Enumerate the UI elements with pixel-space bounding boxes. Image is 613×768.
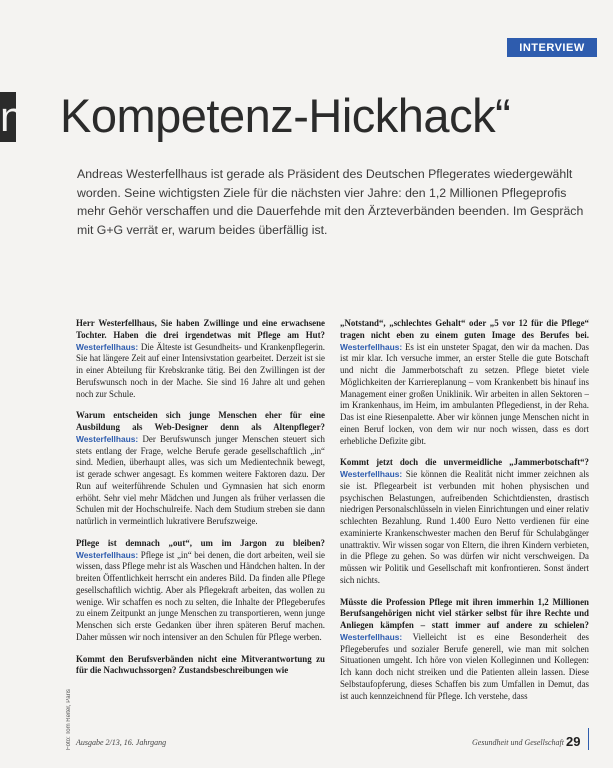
issue-info: Ausgabe 2/13, 16. Jahrgang: [76, 738, 167, 747]
text-column-left: [76, 318, 325, 677]
text-column-right: [340, 318, 589, 702]
answer: Pflege ist „in“ bei denen, die dort arbeiten, weil sie wissen, dass Pflege mehr ist als Waschen und Händchen halten. In der breiten Öffentlichkeit herrscht ein anderes Bild. Da finden alle Pflege gesellschaftlich wichtig. Aber als Pflegekraft arbeiten, das wollen zu wenige. Wir schaffen es noch zu selten, die Inhalte der Pflegeberufes zu einem Zeitpunkt an junge Menschen zu transportieren, wenn junge Menschen sich erste Gedanken über ihren späteren Beruf machen. Daher müssen wir noch intensiver an den Schulen für Pflege werben.: [76, 549, 325, 642]
question: „Notstand“, „schlechtes Gehalt“ oder „5 vor 12 für die Pflege“ tragen nicht eben zu einem guten Image des Berufes bei.: [340, 318, 589, 340]
qa-block: [76, 538, 325, 644]
answer: Die Älteste ist Gesundheits- und Krankenpflegerin. Sie hat längere Zeit auf einer Intensivstation gearbeitet. Derzeit ist sie in einer Abteilung für Krebskranke tätig. Bei den Zwillingen ist der Berufswunsch noch in der Mache. Sie sind 16 Jahre alt und gehen noch zur Schule.: [76, 341, 326, 399]
answer: Der Berufswunsch junger Menschen steuert sich stets entlang der Frage, welche Berufe gerade gesellschaftlich „in“ sind. Medien, überhaupt alles, was sich um Medientechnik bewegt, ist gerade schwer angesagt. Es kommen weitere Faktoren dazu. Der Run auf weiterführende Schulen und Gymnasien hat sich enorm erhöht. Sehr viel mehr Mädchen und Jungen als früher verlassen die Schulen mit der Hochschulreife. Nach dem Studium streben sie dann natürlich in vermeintlich lukrativere Berufszweige.: [76, 433, 325, 526]
previous-page-headline-fragment: n: [0, 93, 24, 140]
qa-block: [340, 457, 589, 586]
speaker-label: Westerfellhaus:: [340, 469, 403, 479]
question: Herr Westerfellhaus, Sie haben Zwillinge und eine erwachsene Tochter. Haben die drei irgendetwas mit Pflege am Hut?: [76, 318, 325, 340]
lead-paragraph: Andreas Westerfellhaus ist gerade als Präsident des Deutschen Pflegerates wiedergewählt worden. Seine wichtigsten Ziele für die nächsten vier Jahre: den 1,2 Millionen Pflegeprofis mehr Gehör verschaffen und die Dauerfehde mit den Ärzteverbänden beenden. Im Gespräch mit G+G verrät er, warum beides überfällig ist.: [77, 167, 584, 237]
section-label: INTERVIEW: [507, 38, 597, 57]
qa-block: [340, 597, 589, 703]
speaker-label: Westerfellhaus:: [76, 549, 139, 560]
answer: Sie können die Realität nicht immer zeichnen als sie ist. Pflegearbeit ist verbunden mit hohen physischen und psychischen Belastungen, aufreibenden Schichtdiensten, drastisch niedrigen Personalschlüsseln in vielen Einrichtungen und einer relativ schlechten Bezahlung. Rund 1.400 Euro Netto verdienen für eine examinierte Krankenschwester machen den Beruf für Schulabgänger unattraktiv. Wir wissen sogar von Eltern, die ihren Kindern verbieten, in die Pflege zu gehen. So was dürfen wir nicht verschweigen. Da müssen wir Politik und Gesellschaft mit konfrontieren. Sonst ändert sich nichts.: [340, 469, 590, 585]
qa-block: [76, 410, 325, 528]
speaker-label: Westerfellhaus:: [76, 341, 139, 352]
question: Pflege ist demnach „out“, um im Jargon zu bleiben?: [76, 537, 325, 548]
qa-block: [76, 654, 325, 678]
answer: Vielleicht ist es eine Besonderheit des Pflegeberufes und sozialer Berufe generell, wie man mit solchen Situationen umgeht. Ich höre von vielen Kolleginnen und Kollegen: Ich kann doch nicht streiken und die Patienten allein lassen. Diese Selbstaufopferung, dieses Schaffen bis zum Umfallen in Demut, das ist auch kennzeichnend für Pflege. Ich verstehe, dass: [340, 631, 589, 701]
question: Kommt den Berufsverbänden nicht eine Mitverantwortung zu für die Nachwuchssorgen? Zustandsbeschreibungen wie: [76, 653, 325, 676]
headline: Kompetenz-Hickhack“: [60, 89, 511, 142]
magazine-title: Gesundheit und Gesellschaft: [472, 738, 564, 747]
question: Müsste die Profession Pflege mit ihren immerhin 1,2 Millionen Berufsangehörigen nicht viel stärker selbst für ihre Rechte und Anliegen kämpfen – statt immer auf andere zu schielen?: [340, 596, 589, 630]
question: Warum entscheiden sich junge Menschen eher für eine Ausbildung als Web-Designer denn als Altenpfleger?: [76, 410, 325, 432]
speaker-label: Westerfellhaus:: [76, 433, 139, 444]
page-number: 29: [566, 734, 581, 749]
speaker-label: Westerfellhaus:: [340, 341, 403, 352]
footer-divider: [588, 728, 589, 750]
answer: Es ist ein unsteter Spagat, den wir da machen. Das ist mir klar. Ich versuche immer, an erster Stelle die gute Botschaft und nicht die Jammerbotschaft zu setzen. Pflege bietet viele Möglichkeiten der Karriereplanung – vom Krankenbett bis hinauf ins Management einer großen Uniklinik. Wir arbeiten in allen Sektoren – im Krankenhaus, im Heim, im ambulanten Pflegedienst, in der Reha. Das ist eine Riesenpalette. Aber wir können junge Menschen nicht in einen Beruf locken, von dem wir nur noch wissen, dass es dort erhebliche Defizite gibt.: [340, 341, 589, 446]
photo-credit: Foto: Tom Reiter, Paris: [66, 689, 72, 750]
qa-block: [340, 318, 589, 447]
question: Kommt jetzt doch die unvermeidliche „Jammerbotschaft“?: [340, 457, 589, 468]
qa-block: [76, 318, 325, 400]
speaker-label: Westerfellhaus:: [340, 631, 403, 642]
